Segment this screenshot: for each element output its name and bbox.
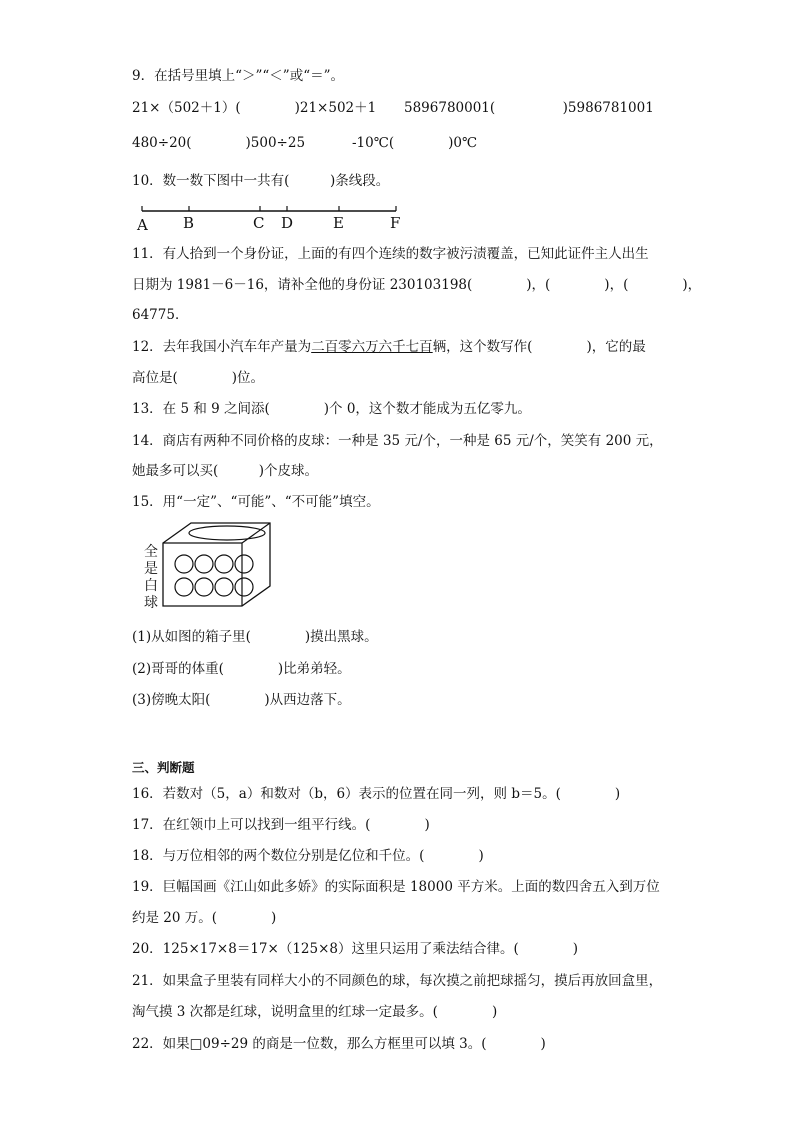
judgment-18: 18．与万位相邻的两个数位分别是亿位和千位。( ) <box>132 848 484 864</box>
q12-underlined-number: 二百零六万六千七百 <box>311 339 433 355</box>
q11-line3: 64775． <box>132 307 189 323</box>
judgment-21-line1: 21．如果盒子里装有同样大小的不同颜色的球，每次摸之前把球摇匀，摸后再放回盒里， <box>132 973 663 989</box>
q14-line1: 14．商店有两种不同价格的皮球：一种是 35 元/个，一种是 65 元/个，笑笑有 200 元， <box>132 433 663 449</box>
judgment-22: 22．如果□09÷29 的商是一位数，那么方框里可以填 3。( ) <box>132 1036 546 1052</box>
point-label-a: A <box>137 216 148 234</box>
q11-line2: 日期为 1981－6－16，请补全他的身份证 230103198( )，( )，( )， <box>132 277 702 293</box>
point-label-f: F <box>390 214 401 232</box>
q13-text: 13．在 5 和 9 之间添( )个 0，这个数才能成为五亿零九。 <box>132 401 531 417</box>
point-label-b: B <box>183 214 195 232</box>
q15-title: 15．用“一定”、“可能”、“不可能”填空。 <box>132 494 380 510</box>
q15-item-1: (1)从如图的箱子里( )摸出黑球。 <box>132 629 378 645</box>
judgment-20: 20．125×17×8＝17×（125×8）这里只运用了乘法结合律。( ) <box>132 941 579 957</box>
q9-item-a: 21×（502＋1）( )21×502＋1 <box>132 100 377 116</box>
judgment-17: 17．在红领巾上可以找到一组平行线。( ) <box>132 817 430 833</box>
segment-diagram <box>140 202 410 232</box>
judgment-19-line2: 约是 20 万。( ) <box>132 910 277 926</box>
judgment-21-line2: 淘气摸 3 次都是红球，说明盒里的红球一定最多。( ) <box>132 1004 498 1020</box>
q15-item-3: (3)傍晚太阳( )从西边落下。 <box>132 692 351 708</box>
q12-line1 <box>132 338 646 356</box>
judgment-19-line1: 19．巨幅国画《江山如此多娇》的实际面积是 18000 平方米。上面的数四舍五入到万位 <box>132 879 660 895</box>
q12-suffix: 辆，这个数写作( )，它的最 <box>432 339 646 355</box>
section-title: 三、判断题 <box>132 760 195 775</box>
point-label-d: D <box>281 214 294 232</box>
q12-line2: 高位是( )位。 <box>132 370 265 386</box>
q9-title: 9．在括号里填上“＞”“＜”或“＝”。 <box>132 68 344 84</box>
q15-item-2: (2)哥哥的体重( )比弟弟轻。 <box>132 661 351 677</box>
judgment-16: 16．若数对（5，a）和数对（b，6）表示的位置在同一列，则 b＝5。( ) <box>132 786 621 802</box>
ball-box-diagram <box>160 520 280 610</box>
q10-text: 10．数一数下图中一共有( )条线段。 <box>132 173 390 189</box>
q11-line1: 11．有人拾到一个身份证，上面的有四个连续的数字被污渍覆盖，已知此证件主人出生 <box>132 246 649 262</box>
q9-item-b: 5896780001( )5986781001 <box>404 100 654 116</box>
q9-item-c: 480÷20( )500÷25 <box>132 135 306 151</box>
box-label: 全是白球 <box>144 544 158 611</box>
box-outline <box>163 523 270 606</box>
q9-item-d: -10℃( )0℃ <box>352 135 478 151</box>
point-label-e: E <box>333 214 344 232</box>
point-label-c: C <box>253 214 265 232</box>
q14-line2: 她最多可以买( )个皮球。 <box>132 463 319 479</box>
q12-prefix: 12．去年我国小汽车年产量为 <box>132 339 312 355</box>
